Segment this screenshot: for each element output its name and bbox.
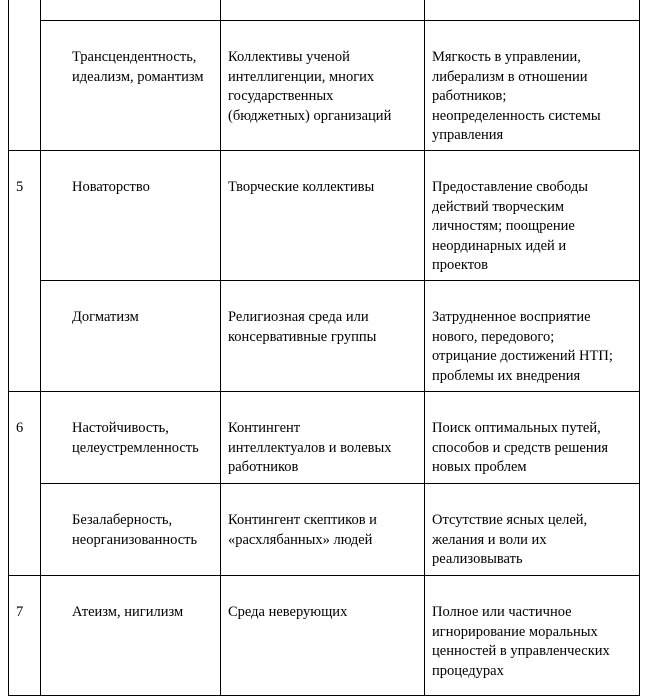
consequence-cell: [425, 0, 640, 21]
consequence-cell: Затрудненное восприятие нового, передового; отрицание достижений НТП; проблемы их внедрения: [425, 281, 640, 392]
table-row: [9, 392, 640, 484]
trait-cell: Настойчивость, целеустремленность: [41, 392, 221, 484]
trait-cell: Атеизм, нигилизм: [41, 576, 221, 696]
consequence-cell: Предоставление свободы действий творческим личностям; поощрение неординарных идей и проектов: [425, 151, 640, 281]
row-number-cell: [9, 0, 41, 151]
trait-cell: Новаторство: [41, 151, 221, 281]
consequence-cell: Мягкость в управлении, либерализм в отношении работников; неопределенность системы управления: [425, 21, 640, 151]
table-row: [9, 281, 640, 392]
environment-cell: Творческие коллективы: [221, 151, 425, 281]
row-number-cell: 6: [9, 392, 41, 576]
trait-cell: [41, 0, 221, 21]
row-number-cell: 7: [9, 576, 41, 696]
environment-cell: Коллективы ученой интеллигенции, многих государственных (бюджетных) организаций: [221, 21, 425, 151]
trait-cell: Догматизм: [41, 281, 221, 392]
table-row: [9, 21, 640, 151]
trait-cell: Трансцендентность, идеализм, романтизм: [41, 21, 221, 151]
table-row: [9, 484, 640, 576]
row-number-cell: 5: [9, 151, 41, 392]
environment-cell: Религиозная среда или консервативные группы: [221, 281, 425, 392]
consequence-cell: Полное или частичное игнорирование моральных ценностей в управленческих процедурах: [425, 576, 640, 696]
table-row: [9, 0, 640, 21]
table-row: [9, 151, 640, 281]
consequence-cell: Отсутствие ясных целей, желания и воли их реализовывать: [425, 484, 640, 576]
table-row: [9, 576, 640, 696]
environment-cell: Контингент скептиков и «расхлябанных» людей: [221, 484, 425, 576]
environment-cell: Контингент интеллектуалов и волевых работников: [221, 392, 425, 484]
document-table: [8, 0, 640, 696]
environment-cell: [221, 0, 425, 21]
consequence-cell: Поиск оптимальных путей, способов и средств решения новых проблем: [425, 392, 640, 484]
trait-cell: Безалаберность, неорганизованность: [41, 484, 221, 576]
environment-cell: Среда неверующих: [221, 576, 425, 696]
